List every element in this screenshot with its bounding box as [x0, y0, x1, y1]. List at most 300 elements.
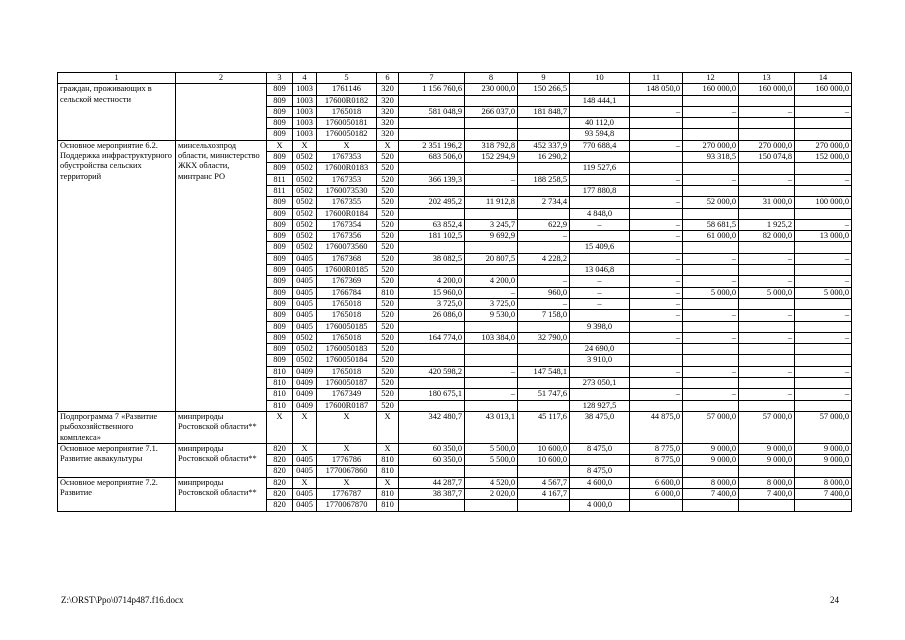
amount-cell: [630, 466, 683, 477]
amount-cell: 5 500,0: [465, 455, 518, 466]
amount-cell: 452 337,9: [518, 140, 570, 151]
amount-cell: [465, 95, 518, 106]
budget-code: 1765018: [317, 366, 377, 377]
amount-cell: [739, 208, 795, 219]
budget-code: 809: [267, 298, 293, 309]
amount-cell: [399, 95, 465, 106]
budget-code: 0405: [293, 455, 317, 466]
amount-cell: –: [518, 276, 570, 287]
budget-code: 809: [267, 344, 293, 355]
budget-code: 520: [377, 231, 399, 242]
column-number: 13: [739, 73, 795, 84]
amount-cell: 7 400,0: [795, 488, 852, 499]
amount-cell: [399, 378, 465, 389]
amount-cell: –: [795, 253, 852, 264]
amount-cell: [570, 84, 630, 95]
amount-cell: –: [795, 219, 852, 230]
amount-cell: [739, 265, 795, 276]
amount-cell: [570, 488, 630, 499]
amount-cell: –: [630, 298, 683, 309]
amount-cell: 181 848,7: [518, 106, 570, 117]
amount-cell: –: [683, 276, 739, 287]
amount-cell: 9 530,0: [465, 310, 518, 321]
amount-cell: 9 000,0: [683, 455, 739, 466]
table-row: [58, 443, 852, 454]
amount-cell: –: [795, 276, 852, 287]
budget-code: 1765018: [317, 298, 377, 309]
budget-code: 520: [377, 276, 399, 287]
amount-cell: [739, 355, 795, 366]
amount-cell: 202 495,2: [399, 197, 465, 208]
budget-code: 820: [267, 455, 293, 466]
budget-code: 0502: [293, 219, 317, 230]
amount-cell: [683, 185, 739, 196]
budget-code: 809: [267, 106, 293, 117]
amount-cell: [630, 378, 683, 389]
measure-name: Подпрограмма 7 «Развитие рыбохозяйственного комплекса»: [58, 411, 176, 443]
column-number: 12: [683, 73, 739, 84]
amount-cell: 270 000,0: [739, 140, 795, 151]
amount-cell: [630, 163, 683, 174]
amount-cell: 5 000,0: [739, 287, 795, 298]
budget-code: 520: [377, 332, 399, 343]
amount-cell: 2 734,4: [518, 197, 570, 208]
amount-cell: [465, 118, 518, 129]
amount-cell: [399, 208, 465, 219]
budget-code: 811: [267, 174, 293, 185]
amount-cell: 82 000,0: [739, 231, 795, 242]
amount-cell: 160 000,0: [795, 84, 852, 95]
budget-code: 0409: [293, 400, 317, 411]
budget-code: 1767353: [317, 174, 377, 185]
amount-cell: 9 000,0: [683, 443, 739, 454]
amount-cell: 5 000,0: [795, 287, 852, 298]
budget-code: 0502: [293, 344, 317, 355]
amount-cell: [570, 253, 630, 264]
budget-code: 0405: [293, 287, 317, 298]
amount-cell: [399, 500, 465, 511]
amount-cell: [570, 106, 630, 117]
amount-cell: [465, 344, 518, 355]
amount-cell: –: [630, 197, 683, 208]
amount-cell: 230 000,0: [465, 84, 518, 95]
amount-cell: 93 594,8: [570, 129, 630, 140]
amount-cell: –: [795, 106, 852, 117]
amount-cell: [570, 197, 630, 208]
budget-code: 809: [267, 231, 293, 242]
amount-cell: [465, 378, 518, 389]
amount-cell: –: [739, 332, 795, 343]
budget-code: 809: [267, 129, 293, 140]
amount-cell: –: [739, 389, 795, 400]
table-row: [58, 140, 852, 151]
amount-cell: –: [739, 366, 795, 377]
amount-cell: 9 398,0: [570, 321, 630, 332]
budget-code: 0409: [293, 366, 317, 377]
budget-code: 1761146: [317, 84, 377, 95]
amount-cell: [795, 500, 852, 511]
budget-code: 520: [377, 185, 399, 196]
budget-code: 1767356: [317, 231, 377, 242]
budget-code: 1767349: [317, 389, 377, 400]
amount-cell: 9 000,0: [795, 455, 852, 466]
amount-cell: 58 681,5: [683, 219, 739, 230]
table-row: [58, 477, 852, 488]
amount-cell: [683, 242, 739, 253]
budget-code: 520: [377, 197, 399, 208]
amount-cell: [465, 208, 518, 219]
amount-cell: 366 139,3: [399, 174, 465, 185]
footer-file-path: Z:\ORST\Ppo\0714p487.f16.docx: [61, 595, 184, 605]
amount-cell: 9 000,0: [739, 443, 795, 454]
amount-cell: [630, 242, 683, 253]
amount-cell: 15 409,6: [570, 242, 630, 253]
amount-cell: 148 444,1: [570, 95, 630, 106]
amount-cell: [739, 466, 795, 477]
amount-cell: –: [795, 366, 852, 377]
budget-code: 810: [267, 378, 293, 389]
amount-cell: 164 774,0: [399, 332, 465, 343]
amount-cell: 38 387,7: [399, 488, 465, 499]
amount-cell: [795, 321, 852, 332]
amount-cell: [795, 355, 852, 366]
amount-cell: –: [570, 287, 630, 298]
budget-code: 1767368: [317, 253, 377, 264]
amount-cell: 10 600,0: [518, 443, 570, 454]
budget-code: 0405: [293, 298, 317, 309]
amount-cell: [570, 174, 630, 185]
amount-cell: 2 351 196,2: [399, 140, 465, 151]
budget-code: 809: [267, 118, 293, 129]
amount-cell: [570, 366, 630, 377]
budget-code: 0405: [293, 466, 317, 477]
amount-cell: –: [465, 389, 518, 400]
amount-cell: 4 567,7: [518, 477, 570, 488]
amount-cell: –: [570, 219, 630, 230]
amount-cell: 93 318,5: [683, 152, 739, 163]
measure-name: граждан, проживающих в сельской местности: [58, 84, 176, 140]
budget-code: 810: [267, 400, 293, 411]
amount-cell: 581 048,9: [399, 106, 465, 117]
amount-cell: 148 050,0: [630, 84, 683, 95]
amount-cell: [683, 129, 739, 140]
column-number: 4: [293, 73, 317, 84]
amount-cell: 2 020,0: [465, 488, 518, 499]
amount-cell: –: [630, 287, 683, 298]
amount-cell: [795, 344, 852, 355]
amount-cell: –: [683, 106, 739, 117]
amount-cell: [399, 242, 465, 253]
amount-cell: –: [630, 231, 683, 242]
amount-cell: 7 400,0: [683, 488, 739, 499]
amount-cell: 9 000,0: [739, 455, 795, 466]
amount-cell: 6 000,0: [630, 488, 683, 499]
amount-cell: 342 480,7: [399, 411, 465, 443]
budget-code: X: [377, 477, 399, 488]
budget-code: X: [267, 411, 293, 443]
budget-code: 0409: [293, 389, 317, 400]
amount-cell: [570, 332, 630, 343]
amount-cell: 10 600,0: [518, 455, 570, 466]
amount-cell: [795, 466, 852, 477]
table-row: [58, 84, 852, 95]
budget-code: 1770067870: [317, 500, 377, 511]
budget-code: 520: [377, 344, 399, 355]
column-number: 2: [176, 73, 267, 84]
amount-cell: 3 725,0: [399, 298, 465, 309]
budget-code: 809: [267, 208, 293, 219]
amount-cell: [399, 163, 465, 174]
amount-cell: –: [630, 140, 683, 151]
amount-cell: [795, 185, 852, 196]
amount-cell: [570, 389, 630, 400]
amount-cell: 3 725,0: [465, 298, 518, 309]
budget-code: 17600R0183: [317, 163, 377, 174]
amount-cell: [570, 455, 630, 466]
amount-cell: 8 000,0: [795, 477, 852, 488]
budget-code: 809: [267, 287, 293, 298]
amount-cell: –: [570, 276, 630, 287]
amount-cell: [795, 298, 852, 309]
amount-cell: [683, 298, 739, 309]
budget-code: 810: [267, 366, 293, 377]
budget-code: 1760050183: [317, 344, 377, 355]
amount-cell: –: [683, 310, 739, 321]
amount-cell: –: [630, 106, 683, 117]
amount-cell: [518, 129, 570, 140]
amount-cell: [630, 265, 683, 276]
budget-code: 810: [377, 455, 399, 466]
budget-code: 811: [267, 185, 293, 196]
amount-cell: –: [739, 310, 795, 321]
budget-code: X: [317, 477, 377, 488]
budget-code: 0405: [293, 310, 317, 321]
amount-cell: 683 506,0: [399, 152, 465, 163]
budget-code: 809: [267, 219, 293, 230]
budget-code: 17600R0185: [317, 265, 377, 276]
amount-cell: [630, 344, 683, 355]
budget-code: 320: [377, 129, 399, 140]
budget-code: 520: [377, 219, 399, 230]
budget-code: 809: [267, 152, 293, 163]
amount-cell: [570, 231, 630, 242]
amount-cell: [795, 265, 852, 276]
budget-code: X: [377, 411, 399, 443]
budget-code: 1003: [293, 118, 317, 129]
amount-cell: 4 167,7: [518, 488, 570, 499]
amount-cell: 4 200,0: [399, 276, 465, 287]
amount-cell: 4 000,0: [570, 500, 630, 511]
budget-code: 809: [267, 276, 293, 287]
amount-cell: 26 086,0: [399, 310, 465, 321]
amount-cell: 1 156 760,6: [399, 84, 465, 95]
amount-cell: [795, 163, 852, 174]
budget-code: 0405: [293, 488, 317, 499]
budget-code: 809: [267, 355, 293, 366]
amount-cell: [399, 344, 465, 355]
amount-cell: [465, 242, 518, 253]
amount-cell: [739, 95, 795, 106]
budget-code: 1003: [293, 129, 317, 140]
amount-cell: 1 925,2: [739, 219, 795, 230]
budget-code: 809: [267, 265, 293, 276]
amount-cell: 57 000,0: [795, 411, 852, 443]
amount-cell: [795, 95, 852, 106]
column-number: 14: [795, 73, 852, 84]
measure-name: Основное мероприятие 6.2. Поддержка инфраструктурного обустройства сельских территорий: [58, 140, 176, 411]
amount-cell: [739, 321, 795, 332]
budget-code: 809: [267, 321, 293, 332]
budget-code: 809: [267, 163, 293, 174]
budget-code: 1760073560: [317, 242, 377, 253]
amount-cell: [795, 378, 852, 389]
amount-cell: 5 500,0: [465, 443, 518, 454]
amount-cell: [399, 321, 465, 332]
amount-cell: [683, 118, 739, 129]
amount-cell: 273 050,1: [570, 378, 630, 389]
budget-code: 809: [267, 253, 293, 264]
budget-code: 1765018: [317, 310, 377, 321]
budget-code: 0502: [293, 231, 317, 242]
budget-code: 0405: [293, 500, 317, 511]
amount-cell: 6 600,0: [630, 477, 683, 488]
amount-cell: 8 000,0: [739, 477, 795, 488]
amount-cell: –: [465, 174, 518, 185]
amount-cell: [683, 378, 739, 389]
amount-cell: [518, 208, 570, 219]
amount-cell: –: [795, 332, 852, 343]
amount-cell: 128 927,5: [570, 400, 630, 411]
amount-cell: –: [683, 174, 739, 185]
amount-cell: [465, 355, 518, 366]
amount-cell: –: [465, 366, 518, 377]
executor-name: минприроды Ростовской области**: [176, 411, 267, 443]
budget-code: 0502: [293, 208, 317, 219]
amount-cell: –: [465, 287, 518, 298]
budget-code: 0405: [293, 276, 317, 287]
amount-cell: –: [795, 389, 852, 400]
amount-cell: [518, 321, 570, 332]
amount-cell: [795, 208, 852, 219]
budget-code: 820: [267, 500, 293, 511]
amount-cell: 57 000,0: [683, 411, 739, 443]
column-number: 3: [267, 73, 293, 84]
budget-code: 1767355: [317, 197, 377, 208]
budget-code: 810: [377, 466, 399, 477]
amount-cell: 57 000,0: [739, 411, 795, 443]
amount-cell: –: [739, 106, 795, 117]
budget-code: 1760050184: [317, 355, 377, 366]
amount-cell: [518, 466, 570, 477]
budget-code: 1776787: [317, 488, 377, 499]
budget-code: 1766784: [317, 287, 377, 298]
amount-cell: 61 000,0: [683, 231, 739, 242]
budget-code: 0502: [293, 242, 317, 253]
amount-cell: [683, 95, 739, 106]
amount-cell: [518, 185, 570, 196]
budget-code: 0502: [293, 355, 317, 366]
amount-cell: [683, 344, 739, 355]
amount-cell: [518, 95, 570, 106]
amount-cell: 266 037,0: [465, 106, 518, 117]
budget-code: 520: [377, 208, 399, 219]
amount-cell: 150 074,8: [739, 152, 795, 163]
budget-code: 1767354: [317, 219, 377, 230]
budget-code: 520: [377, 163, 399, 174]
budget-code: 0409: [293, 378, 317, 389]
amount-cell: 32 790,0: [518, 332, 570, 343]
amount-cell: –: [630, 276, 683, 287]
budget-code: X: [317, 140, 377, 151]
amount-cell: [465, 400, 518, 411]
amount-cell: [630, 152, 683, 163]
column-number: 1: [58, 73, 176, 84]
budget-code: 810: [377, 287, 399, 298]
amount-cell: [630, 118, 683, 129]
budget-code: 0502: [293, 152, 317, 163]
amount-cell: [630, 129, 683, 140]
amount-cell: [465, 163, 518, 174]
amount-cell: 8 775,0: [630, 443, 683, 454]
amount-cell: 24 690,0: [570, 344, 630, 355]
budget-code: 1003: [293, 106, 317, 117]
budget-code: X: [317, 443, 377, 454]
amount-cell: 20 807,5: [465, 253, 518, 264]
amount-cell: 622,9: [518, 219, 570, 230]
budget-code: 0502: [293, 197, 317, 208]
budget-code: 1003: [293, 84, 317, 95]
budget-code: 809: [267, 197, 293, 208]
amount-cell: 60 350,0: [399, 455, 465, 466]
amount-cell: –: [630, 310, 683, 321]
amount-cell: –: [683, 366, 739, 377]
amount-cell: 270 000,0: [795, 140, 852, 151]
budget-code: 1760050182: [317, 129, 377, 140]
amount-cell: 5 000,0: [683, 287, 739, 298]
amount-cell: 13 046,8: [570, 265, 630, 276]
budget-code: 520: [377, 265, 399, 276]
budget-code: 820: [267, 488, 293, 499]
budget-code: X: [293, 140, 317, 151]
amount-cell: 8 000,0: [683, 477, 739, 488]
amount-cell: 9 000,0: [795, 443, 852, 454]
amount-cell: –: [683, 332, 739, 343]
amount-cell: –: [739, 276, 795, 287]
budget-code: X: [377, 443, 399, 454]
amount-cell: [518, 163, 570, 174]
budget-code: 810: [377, 488, 399, 499]
budget-code: 0502: [293, 332, 317, 343]
budget-code: 1767369: [317, 276, 377, 287]
amount-cell: [630, 355, 683, 366]
amount-cell: 4 600,0: [570, 477, 630, 488]
budget-code: 0502: [293, 163, 317, 174]
budget-code: 520: [377, 389, 399, 400]
amount-cell: –: [739, 253, 795, 264]
amount-cell: 8 475,0: [570, 443, 630, 454]
amount-cell: [630, 321, 683, 332]
amount-cell: 3 910,0: [570, 355, 630, 366]
budget-code: 1776786: [317, 455, 377, 466]
amount-cell: –: [630, 366, 683, 377]
amount-cell: [795, 400, 852, 411]
amount-cell: [518, 355, 570, 366]
amount-cell: [518, 242, 570, 253]
amount-cell: –: [630, 332, 683, 343]
budget-code: 820: [267, 477, 293, 488]
amount-cell: [518, 344, 570, 355]
amount-cell: –: [683, 389, 739, 400]
